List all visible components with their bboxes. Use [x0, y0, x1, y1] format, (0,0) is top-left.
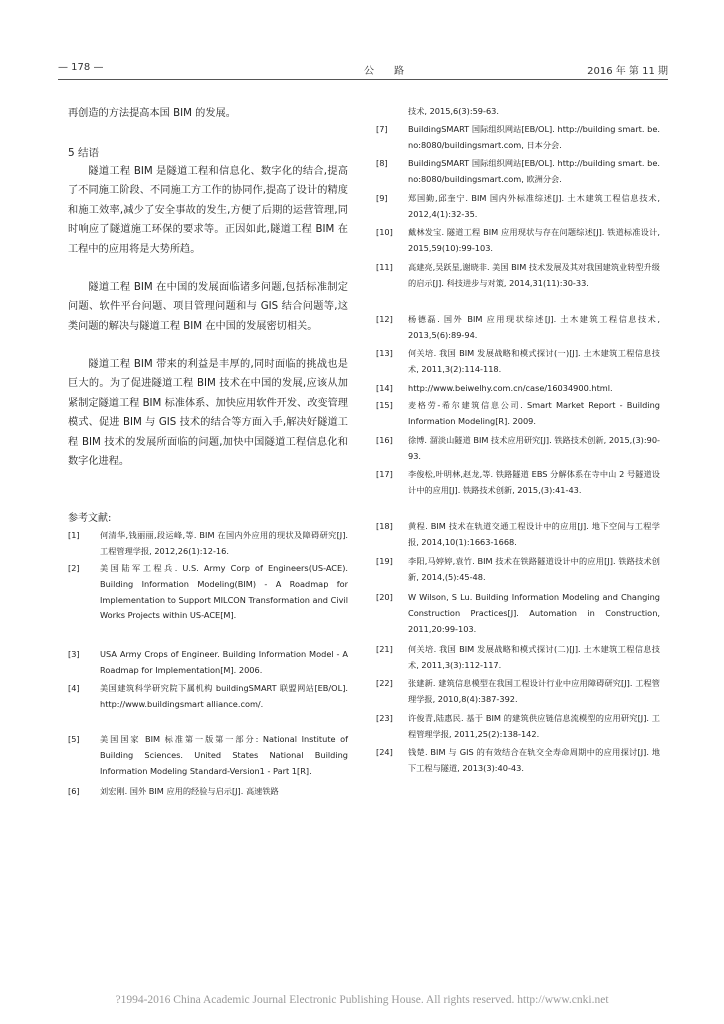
- reference-number: [10]: [376, 227, 393, 237]
- reference-number: [5]: [68, 734, 80, 744]
- reference-text: 技术, 2015,6(3):59-63.: [408, 106, 499, 116]
- reference-text: 戴林发宝. 隧道工程 BIM 应用现状与存在问题综述[J]. 铁道标准设计, 2015,59(10):99-103.: [408, 227, 660, 253]
- reference-text: 黄程. BIM 技术在轨道交通工程设计中的应用[J]. 地下空间与工程学报, 2014,10(1):1663-1668.: [408, 521, 660, 547]
- reference-number: [24]: [376, 747, 393, 757]
- reference-text: 张建新. 建筑信息模型在我国工程设计行业中应用障碍研究[J]. 工程管理学报, 2010,8(4):387-392.: [408, 678, 660, 704]
- reference-number: [1]: [68, 530, 80, 540]
- reference-text: 刘宏刚. 国外 BIM 应用的经验与启示[J]. 高速铁路: [100, 786, 279, 796]
- reference-text: 何关培. 我国 BIM 发展战略和模式探讨(一)[J]. 土木建筑工程信息技术, 2011,3(2):114-118.: [408, 348, 660, 374]
- reference-number: [3]: [68, 649, 80, 659]
- reference-number: [17]: [376, 469, 393, 479]
- reference-number: [2]: [68, 563, 80, 573]
- reference-number: [4]: [68, 683, 80, 693]
- reference-text: BuildingSMART 国际组织网站[EB/OL]. http://building smart. be. no:8080/buildingsmart.com, 欧洲分会.: [408, 158, 660, 184]
- reference-number: [18]: [376, 521, 393, 531]
- reference-text: 美国陆军工程兵. U.S. Army Corp of Engineers(US-ACE). Building Information Modeling(BIM) - A Roadmap for Implementation to Support MILCON Transformation and Civil Works Projects within US-ACE[M].: [100, 563, 348, 621]
- header-rule: [58, 79, 668, 80]
- reference-text: W Wilson, S Lu. Building Information Modeling and Changing Construction Practices[J]. Automation in Construction, 2011,20:99-103.: [408, 592, 660, 634]
- reference-text: 杨德磊. 国外 BIM 应用现状综述[J]. 土木建筑工程信息技术, 2013,5(6):89-94.: [408, 314, 660, 340]
- reference-text: 李俊松,叶明林,赵龙,等. 铁路隧道 EBS 分解体系在寺中山 2 号隧道设计中的应用[J]. 铁路技术创新, 2015,(3):41-43.: [408, 469, 660, 495]
- reference-number: [21]: [376, 644, 393, 654]
- reference-number: [20]: [376, 592, 393, 602]
- reference-number: [6]: [68, 786, 80, 796]
- reference-number: [12]: [376, 314, 393, 324]
- intro-line: 再创造的方法提高本国 BIM 的发展。: [68, 108, 236, 119]
- reference-number: [9]: [376, 193, 388, 203]
- reference-text: 李阳,马婷婷,袁竹. BIM 技术在铁路隧道设计中的应用[J]. 铁路技术创新, 2014,(5):45-48.: [408, 556, 660, 582]
- reference-number: [22]: [376, 678, 393, 688]
- section-title: 5 结语: [68, 147, 100, 159]
- reference-text: 徐博. 溜淡山隧道 BIM 技术应用研究[J]. 铁路技术创新, 2015,(3):90-93.: [408, 435, 660, 461]
- running-header: [58, 62, 668, 76]
- references-title: 参考文献:: [68, 513, 112, 524]
- conclusion-paragraph-2: 隧道工程 BIM 在中国的发展面临诸多问题,包括标准制定问题、软件平台问题、项目管理问题和与 GIS 结合问题等,这类问题的解决与隧道工程 BIM 在中国的发展密切相关。: [68, 282, 348, 332]
- issue-info: 2016 年 第 11 期: [587, 66, 668, 77]
- reference-number: [19]: [376, 556, 393, 566]
- reference-text: 美国建筑科学研究院下属机构 buildingSMART 联盟网站[EB/OL]. http://www.buildingsmart alliance.com/.: [100, 683, 348, 709]
- reference-text: USA Army Crops of Engineer. Building Information Model - A Roadmap for Implementation[M]. 2006.: [100, 649, 348, 675]
- reference-text: 何关培. 我国 BIM 发展战略和模式探讨(二)[J]. 土木建筑工程信息技术, 2011,3(3):112-117.: [408, 644, 660, 670]
- reference-text: 美国国家 BIM 标准第一版第一部分: National Institute of Building Sciences. United States National Building Information Modeling Standard-Version1 - Part 1[R].: [100, 734, 348, 776]
- reference-text: 何清华,钱丽丽,段运峰,等. BIM 在国内外应用的现状及障碍研究[J]. 工程管理学报, 2012,26(1):12-16.: [100, 530, 348, 556]
- reference-text: 麦格劳-希尔建筑信息公司. Smart Market Report - Building Information Modeling[R]. 2009.: [408, 400, 660, 426]
- copyright-footer: ?1994-2016 China Academic Journal Electronic Publishing House. All rights reserved. http://www.cnki.net: [115, 994, 609, 1006]
- reference-number: [23]: [376, 713, 393, 723]
- conclusion-paragraph-1: 隧道工程 BIM 是隧道工程和信息化、数字化的结合,提高了不同施工阶段、不同施工方工作的协同作,提高了设计的精度和施工效率,减少了安全事故的发生,方便了后期的运营管理,同时响应了隧道施工环保的要求等。正因如此,隧道工程 BIM 在工程中的应用将是大势所趋。: [68, 166, 348, 255]
- reference-text: 钱楚. BIM 与 GIS 的有效结合在轨交全寿命周期中的应用探讨[J]. 地下工程与隧道, 2013(3):40-43.: [408, 747, 660, 773]
- reference-text: 高建亮,吴跃星,谢晓非. 美国 BIM 技术发展及其对我国建筑业转型升级的启示[J]. 科技进步与对策, 2014,31(11):30-33.: [408, 262, 660, 288]
- reference-text: http://www.beiwelhy.com.cn/case/16034900.html.: [408, 383, 613, 393]
- journal-name: 公路: [364, 66, 424, 77]
- reference-number: [15]: [376, 400, 393, 410]
- reference-number: [7]: [376, 124, 388, 134]
- reference-text: BuildingSMART 国际组织网站[EB/OL]. http://building smart. be. no:8080/buildingsmart.com, 日本分会.: [408, 124, 660, 150]
- reference-number: [8]: [376, 158, 388, 168]
- reference-number: [14]: [376, 383, 393, 393]
- reference-text: 许俊青,陆惠民. 基于 BIM 的建筑供应链信息流模型的应用研究[J]. 工程管理学报, 2011,25(2):138-142.: [408, 713, 660, 739]
- page-number: — 178 —: [58, 62, 104, 73]
- reference-number: [16]: [376, 435, 393, 445]
- reference-text: 郑国勤,邱奎宁. BIM 国内外标准综述[J]. 土木建筑工程信息技术, 2012,4(1):32-35.: [408, 193, 660, 219]
- reference-number: [11]: [376, 262, 393, 272]
- conclusion-paragraph-3: 隧道工程 BIM 带来的利益是丰厚的,同时面临的挑战也是巨大的。为了促进隧道工程 BIM 技术在中国的发展,应该从加紧制定隧道工程 BIM 标准体系、加快应用软件开发、改变管理模式、促进 BIM 与 GIS 技术的结合等方面入手,解决好隧道工程 BIM 技术的发展所面临的问题,加快中国隧道工程信息化和数字化进程。: [68, 359, 348, 468]
- reference-number: [13]: [376, 348, 393, 358]
